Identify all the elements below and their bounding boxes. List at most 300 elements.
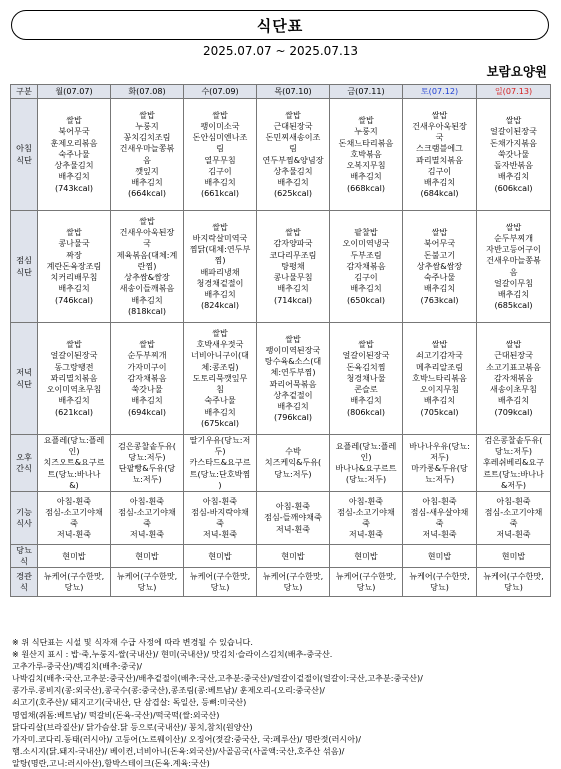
- menu-item: 돈육김치찜: [346, 361, 386, 372]
- menu-item: (763kcal): [420, 294, 459, 305]
- menu-item: 당뇨): [210, 582, 230, 593]
- menu-item: 팽이미소국: [200, 120, 240, 131]
- menu-cell: [257, 435, 330, 492]
- menu-cell: [184, 435, 257, 492]
- menu-cell: [403, 99, 477, 211]
- menu-item: 제육볶음(대체:계: [116, 249, 178, 260]
- menu-item: 검은콩찰솥두유(: [118, 440, 176, 451]
- menu-item: 뉴케어(구수한맛,: [262, 571, 324, 582]
- row-label-line: 식단: [16, 266, 32, 277]
- menu-item: 저녁-흰죽: [348, 529, 384, 540]
- menu-item: 저녁-흰죽: [496, 529, 531, 540]
- menu-item: 돌자반볶음: [493, 160, 534, 171]
- menu-item: 국: [435, 132, 444, 143]
- menu-item: 가자미구이: [127, 361, 167, 372]
- menu-item: 점심-새우살야채: [410, 506, 469, 517]
- menu-item: 음: [143, 154, 151, 165]
- menu-item: 도토리묵깻잎무: [192, 372, 248, 383]
- menu-item: 아침-흰죽: [129, 495, 165, 506]
- menu-item: 꽈리어묵볶음: [269, 378, 317, 389]
- menu-item: 요플레(당뇨:플레: [43, 435, 105, 445]
- menu-item: 치즈오트&요구르: [43, 457, 105, 468]
- menu-cell: [257, 492, 330, 545]
- origin-notes: [12, 636, 552, 769]
- menu-item: 배추김치: [131, 294, 163, 305]
- menu-item: 얼갈이무침: [493, 277, 534, 288]
- menu-item: 호박새우젓국: [196, 339, 244, 350]
- corner-header: 구분: [11, 85, 38, 99]
- menu-item: 배추김치: [131, 176, 163, 187]
- menu-item: 현미밥: [427, 550, 452, 561]
- menu-item: 치커리배무침: [50, 272, 98, 283]
- menu-item: 두): [214, 446, 226, 457]
- row-label: [11, 435, 38, 492]
- menu-cell: [403, 435, 477, 492]
- menu-cell: [257, 568, 330, 597]
- menu-item: 북어무국: [58, 126, 90, 137]
- menu-item: 뉴케어(구수한맛,: [483, 571, 544, 582]
- row-label-line: 식: [20, 556, 28, 567]
- menu-item: (824kcal): [200, 300, 240, 311]
- row-label-line: 경관: [16, 571, 32, 582]
- menu-item: 요플레(당뇨:플레: [335, 440, 397, 451]
- menu-item: (714kcal): [273, 294, 313, 305]
- menu-item: (743kcal): [54, 182, 94, 193]
- meal-row-functional: [11, 492, 551, 545]
- menu-item: 쌀밥: [66, 115, 82, 126]
- menu-item: 깻잎지: [135, 165, 159, 176]
- menu-cell: [477, 492, 551, 545]
- day-header-sunday: 일(07.13): [477, 85, 551, 99]
- menu-item: 현미밥: [62, 550, 86, 561]
- menu-cell: [477, 211, 551, 323]
- menu-item: 침: [216, 384, 224, 395]
- menu-cell: [38, 99, 111, 211]
- menu-item: 코다리무조림: [269, 249, 317, 260]
- menu-item: 인): [68, 446, 80, 457]
- day-header: 목(07.10): [257, 85, 330, 99]
- menu-item: 점심-소고기야채: [118, 506, 176, 517]
- menu-item: 수박: [285, 446, 301, 457]
- note-line: 콩가루.콩비지(콩:외국산),콩국수(콩:중국산),콩조림(콩:베트남)/ 훈제오리-(오리:중국산)/: [12, 685, 325, 696]
- menu-item: 배추김치: [497, 171, 530, 182]
- menu-item: 쌀밥: [139, 109, 155, 120]
- menu-item: 열무무침: [204, 154, 236, 165]
- menu-item: (746kcal): [54, 294, 94, 305]
- menu-item: 얼갈이된장국: [342, 350, 390, 361]
- menu-item: 저녁-흰죽: [56, 529, 92, 540]
- note-line: ※ 위 식단표는 시설 및 식자재 수급 사정에 따라 변경될 수 있습니다.: [12, 637, 253, 647]
- menu-item: 배추김치: [58, 171, 90, 182]
- row-label: [11, 492, 38, 545]
- menu-item: (661kcal): [200, 188, 240, 199]
- menu-item: 소고기표고볶음: [486, 361, 541, 372]
- menu-item: 죽: [70, 518, 78, 529]
- menu-item: 스크램블에그: [416, 143, 463, 154]
- menu-item: 동그랑땡전: [54, 361, 94, 372]
- menu-item: 당뇨:저두): [128, 451, 166, 462]
- menu-cell: [257, 323, 330, 435]
- menu-item: 호박볶음: [350, 148, 382, 159]
- menu-item: 김구이: [427, 165, 452, 176]
- row-label: [11, 545, 38, 568]
- menu-item: 바나나&요구르트: [335, 463, 397, 473]
- day-header: 화(07.08): [111, 85, 184, 99]
- menu-item: 상추겉절이: [273, 389, 313, 400]
- menu-item: 딸기우유(당뇨:저: [189, 435, 251, 445]
- menu-cell: [330, 568, 403, 597]
- menu-item: 김구이: [208, 165, 232, 176]
- menu-item: 두부조림: [350, 249, 382, 260]
- menu-item: 배추김치: [497, 395, 530, 406]
- menu-item: 현미밥: [354, 550, 378, 561]
- menu-item: 저녁-흰죽: [275, 523, 311, 534]
- menu-item: 배추김치: [204, 406, 236, 417]
- menu-item: (621kcal): [54, 406, 94, 417]
- menu-item: 죽: [143, 518, 151, 529]
- menu-item: 쌀밥: [285, 333, 301, 344]
- menu-item: 계란돈육장조림: [46, 260, 102, 271]
- menu-item: 배파리냉채: [200, 266, 240, 277]
- menu-cell: [38, 492, 111, 545]
- menu-item: &저두): [500, 479, 527, 490]
- menu-item: 연두부찜&양념장: [262, 154, 324, 165]
- menu-item: 꽈리멸치볶음: [50, 372, 98, 383]
- row-label-line: 기능: [16, 506, 32, 517]
- menu-item: 쌀밥: [358, 115, 374, 126]
- menu-item: 바나나우유(당뇨:: [409, 440, 470, 451]
- menu-item: 배추김치: [350, 283, 382, 294]
- menu-cell: [38, 211, 111, 323]
- menu-item: 오이미역초무침: [46, 384, 102, 395]
- menu-item: 뉴케어(구수한맛,: [335, 571, 397, 582]
- meal-row-tubefeed: [11, 568, 551, 597]
- row-label-line: 저녁: [16, 367, 32, 378]
- menu-item: 순두부찌개: [493, 232, 534, 243]
- menu-item: 쌀밥: [66, 339, 82, 350]
- menu-item: 현미밥: [501, 550, 526, 561]
- menu-item: 배추김치: [497, 288, 530, 299]
- menu-item: 배추김치: [204, 176, 236, 187]
- menu-cell: [330, 323, 403, 435]
- menu-item: 당뇨): [430, 582, 449, 593]
- menu-item: 김구이: [354, 272, 378, 283]
- note-line: 쇠고기(호주산)/ 돼지고기(국내산, 단 삼겹살: 독일산, 등뼈:미국산): [12, 697, 247, 708]
- row-label: [11, 568, 38, 597]
- menu-item: 쌀밥: [285, 109, 301, 120]
- menu-item: 돈민찌새송이조: [265, 132, 321, 143]
- menu-item: 얼갈이된장국: [490, 126, 537, 137]
- menu-item: 점심-소고기야채: [484, 506, 543, 517]
- menu-cell: [111, 568, 184, 597]
- menu-cell: [38, 568, 111, 597]
- menu-cell: [330, 211, 403, 323]
- day-header: 금(07.11): [330, 85, 403, 99]
- menu-item: (606kcal): [494, 182, 533, 193]
- menu-item: 음: [509, 266, 518, 277]
- menu-item: 메추리알조림: [416, 361, 463, 372]
- menu-item: 단팥빵&두유(당: [118, 463, 176, 473]
- menu-cell: [330, 99, 403, 211]
- menu-item: 아침-흰죽: [56, 495, 92, 506]
- menu-item: 배추김치: [423, 283, 456, 294]
- menu-item: 죽: [509, 518, 518, 529]
- note-line: 닭다리살(브라질산)/ 닭가슴살.닭 등으로(국내산)/ 꽁치,참치(원양산): [12, 721, 253, 732]
- note-line: 알탕(명란,고니:러시아산),함박스테이크(돈육.계육:국산): [12, 757, 210, 768]
- menu-cell: [111, 323, 184, 435]
- menu-item: 당뇨): [283, 582, 303, 593]
- menu-item: 현미밥: [208, 550, 232, 561]
- menu-item: 쌀밥: [505, 221, 522, 232]
- menu-item: (625kcal): [273, 188, 313, 199]
- menu-item: 너비아니구이(대: [191, 350, 249, 361]
- menu-cell: [184, 323, 257, 435]
- menu-item: 배추김치: [350, 395, 382, 406]
- menu-cell: [111, 492, 184, 545]
- menu-item: 아침-흰죽: [202, 495, 238, 506]
- menu-item: 쌀밥: [505, 115, 522, 126]
- menu-item: 림: [216, 143, 224, 154]
- menu-cell: [184, 211, 257, 323]
- menu-item: 배추김치: [423, 395, 456, 406]
- menu-item: 체:콩조림): [201, 361, 239, 372]
- menu-item: 죽: [362, 518, 370, 529]
- menu-item: ): [218, 479, 222, 490]
- menu-item: 숙주나물: [204, 395, 236, 406]
- menu-item: 죽: [435, 518, 444, 529]
- menu-item: 청경채나물: [346, 372, 386, 383]
- row-label-line: 오후: [16, 451, 32, 462]
- menu-item: 상추쌈&쌈장: [416, 260, 463, 271]
- menu-cell: [477, 545, 551, 568]
- menu-item: 근대된장국: [273, 120, 313, 131]
- menu-item: (650kcal): [346, 294, 386, 305]
- menu-item: 점심-소고기야채: [337, 506, 395, 517]
- menu-item: 트(당뇨:바나나: [47, 468, 101, 479]
- menu-item: 팥찰밥: [354, 227, 378, 238]
- menu-item: 카스타드&요구르: [189, 457, 251, 468]
- menu-item: 누룽지: [135, 120, 159, 131]
- row-label-line: 당뇨: [16, 545, 32, 556]
- row-label-line: 식단: [16, 378, 32, 389]
- menu-item: 돈안심미엔나조: [192, 132, 248, 143]
- organization-name: 보람요양원: [486, 64, 547, 79]
- menu-cell: [403, 323, 477, 435]
- menu-item: 현미밥: [281, 550, 305, 561]
- menu-cell: [477, 568, 551, 597]
- menu-body: [11, 99, 551, 597]
- menu-cell: [184, 568, 257, 597]
- menu-item: 배추김치: [204, 288, 236, 299]
- menu-period: 2025.07.07 ~ 2025.07.13: [202, 44, 359, 58]
- note-line: 명엽채(쥐돔:베트남)/ 떡갈비(돈육-국산)/떡국떡(쌀:외국산): [12, 709, 220, 720]
- menu-item: 청경채겉절이: [196, 277, 244, 288]
- menu-item: 감자채볶음: [346, 260, 386, 271]
- menu-item: 숙주나물: [423, 272, 456, 283]
- menu-item: 감자양파국: [273, 238, 313, 249]
- menu-item: 국: [143, 238, 151, 249]
- menu-item: 저녁-흰죽: [422, 529, 457, 540]
- weekly-menu-table: [10, 84, 551, 597]
- menu-item: 찜): [214, 255, 226, 266]
- menu-item: 건새우아욱된장: [412, 120, 467, 131]
- meal-row-snack: [11, 435, 551, 492]
- menu-item: 쑥갓나물: [497, 148, 530, 159]
- day-header: 수(07.09): [184, 85, 257, 99]
- menu-cell: [403, 568, 477, 597]
- menu-item: 상추물김치: [54, 160, 94, 171]
- menu-cell: [330, 545, 403, 568]
- menu-item: 오복지무침: [346, 160, 386, 171]
- table-header-row: [11, 85, 551, 99]
- menu-cell: [111, 545, 184, 568]
- menu-item: (705kcal): [420, 406, 459, 417]
- note-line: 나박김치(배추:국산,고추분:중국산)/배추겉절이(배추:국산,고추분:중국산)/얼갈이겉절이(얼갈이:국산,고추분:중국산)/: [12, 673, 423, 684]
- note-line: 가자미.코다리.동태(러시아)/ 고등어(노르웨이산)/ 오징어(젓갈:중국산, 국:페루산)/ 명란젓(러시아)/: [12, 733, 361, 744]
- menu-item: 배추김치: [58, 283, 90, 294]
- menu-item: 꽁치김치조림: [123, 132, 171, 143]
- row-label: [11, 323, 38, 435]
- menu-item: 인): [360, 451, 372, 462]
- menu-item: (818kcal): [127, 305, 167, 316]
- menu-cell: [111, 211, 184, 323]
- menu-cell: [257, 211, 330, 323]
- menu-item: (664kcal): [127, 188, 167, 199]
- menu-item: 점심-소고기야채: [45, 506, 103, 517]
- menu-item: 쌀밥: [66, 227, 82, 238]
- menu-cell: [330, 492, 403, 545]
- menu-item: 죽: [216, 518, 224, 529]
- row-label-line: 식단: [16, 154, 32, 165]
- menu-item: 뉴케어(구수한맛,: [189, 571, 251, 582]
- menu-item: 뉴케어(구수한맛,: [409, 571, 470, 582]
- menu-cell: [403, 211, 477, 323]
- day-header: 월(07.07): [38, 85, 111, 99]
- menu-cell: [184, 545, 257, 568]
- menu-item: 순두부찌개: [127, 350, 167, 361]
- menu-item: (806kcal): [346, 406, 386, 417]
- menu-item: 탕평채: [281, 260, 305, 271]
- menu-item: 쇠고기감자국: [416, 350, 463, 361]
- menu-item: 자반고등어구이: [486, 244, 541, 255]
- menu-item: 쌀밥: [431, 227, 448, 238]
- menu-item: 점심-바지락야채: [191, 506, 249, 517]
- row-label-line: 식: [20, 582, 28, 593]
- menu-item: 감자채볶음: [127, 372, 167, 383]
- menu-item: 당뇨:저두): [274, 468, 312, 479]
- menu-item: 건새우마늘쫑볶: [119, 143, 175, 154]
- menu-item: 뉴케어(구수한맛,: [43, 571, 105, 582]
- menu-cell: [184, 99, 257, 211]
- menu-cell: [477, 435, 551, 492]
- menu-item: 돈채가지볶음: [490, 137, 537, 148]
- menu-item: 당뇨): [356, 582, 376, 593]
- menu-item: 후레쉬베리&요구: [482, 457, 545, 468]
- menu-cell: [477, 99, 551, 211]
- menu-item: 상추쌈&쌈장: [124, 272, 170, 283]
- row-label-line: 아침: [16, 143, 32, 154]
- row-label-line: 식사: [16, 518, 32, 529]
- menu-item: 쌀밥: [505, 339, 522, 350]
- menu-item: 탕수육&소스(대: [264, 356, 322, 367]
- menu-item: 근대된장국: [493, 350, 534, 361]
- menu-item: 아침-흰죽: [275, 501, 311, 512]
- menu-item: 림: [289, 143, 297, 154]
- menu-item: &): [69, 479, 79, 490]
- meal-row-breakfast: [11, 99, 551, 211]
- menu-item: 팽이미역된장국: [265, 344, 321, 355]
- menu-item: 배추김치: [58, 395, 90, 406]
- menu-item: 배추김치: [277, 283, 309, 294]
- note-line: 햄.소시지(닭.돼지-국내산)/ 베이컨,너비아니(돈육:외국산)/사골곰국(사골액:국산,호주산 섞음)/: [12, 745, 345, 756]
- menu-item: 새송이초무침: [490, 384, 537, 395]
- menu-item: (668kcal): [346, 182, 386, 193]
- menu-item: 점심-들깨야채죽: [264, 512, 322, 523]
- menu-item: 배추김치: [277, 176, 309, 187]
- menu-item: (694kcal): [127, 406, 167, 417]
- menu-item: 호박느타리볶음: [412, 372, 467, 383]
- menu-item: 쌀밥: [431, 109, 448, 120]
- menu-item: 오이지무침: [419, 384, 460, 395]
- menu-item: 검은콩찰솥두유(: [484, 435, 543, 445]
- menu-item: 쌀밥: [431, 339, 448, 350]
- menu-cell: [477, 323, 551, 435]
- menu-item: (675kcal): [200, 417, 240, 428]
- menu-item: 건새우마늘쫑볶: [486, 255, 541, 266]
- page-title: 식단표: [256, 16, 304, 35]
- menu-item: 배추김치: [131, 395, 163, 406]
- menu-item: 치즈케익&두유(: [264, 457, 322, 468]
- note-line: ※ 원산지 표시 : 밥·죽,누룽지-쌀(국내산)/ 현미(국내산)/ 맛김치·슬라이스김치(배추-중국산.: [12, 649, 333, 660]
- menu-item: 상추물김치: [273, 165, 313, 176]
- menu-item: 저두): [430, 451, 449, 462]
- menu-cell: [38, 323, 111, 435]
- menu-item: (당뇨:저두): [345, 474, 387, 485]
- menu-cell: [184, 492, 257, 545]
- menu-item: (796kcal): [273, 412, 313, 423]
- menu-item: 트(당뇨:단호박찜: [189, 468, 251, 479]
- menu-item: 마카롱&두유(당: [411, 463, 468, 473]
- menu-item: 체:연두부찜): [270, 367, 316, 378]
- menu-cell: [111, 99, 184, 211]
- menu-item: 배추김치: [350, 171, 382, 182]
- menu-item: 바지락살미역국: [192, 232, 248, 243]
- menu-item: 찜닭(대체:연두부: [189, 244, 251, 255]
- menu-item: 쌀밥: [212, 109, 228, 120]
- menu-cell: [403, 492, 477, 545]
- menu-item: 쌀밥: [139, 339, 155, 350]
- menu-item: 쌀밥: [139, 216, 155, 227]
- menu-item: 북어무국: [423, 238, 456, 249]
- menu-item: 짜장: [66, 249, 82, 260]
- menu-item: (685kcal): [494, 300, 533, 311]
- menu-item: 감자채볶음: [493, 372, 534, 383]
- menu-item: 돈채느타리볶음: [338, 137, 394, 148]
- menu-item: 쌀밥: [358, 339, 374, 350]
- menu-item: 당뇨): [137, 582, 157, 593]
- day-header-saturday: 토(07.12): [403, 85, 477, 99]
- menu-item: 오이미역냉국: [342, 238, 390, 249]
- menu-item: (709kcal): [494, 406, 533, 417]
- menu-item: 쌀밥: [212, 221, 228, 232]
- row-label: [11, 211, 38, 323]
- menu-item: 쌀밥: [212, 328, 228, 339]
- menu-item: 건새우아욱된장: [119, 227, 175, 238]
- menu-item: 돈불고기: [423, 249, 456, 260]
- meal-row-lunch: [11, 211, 551, 323]
- menu-item: 얼갈이된장국: [50, 350, 98, 361]
- menu-item: (684kcal): [420, 188, 459, 199]
